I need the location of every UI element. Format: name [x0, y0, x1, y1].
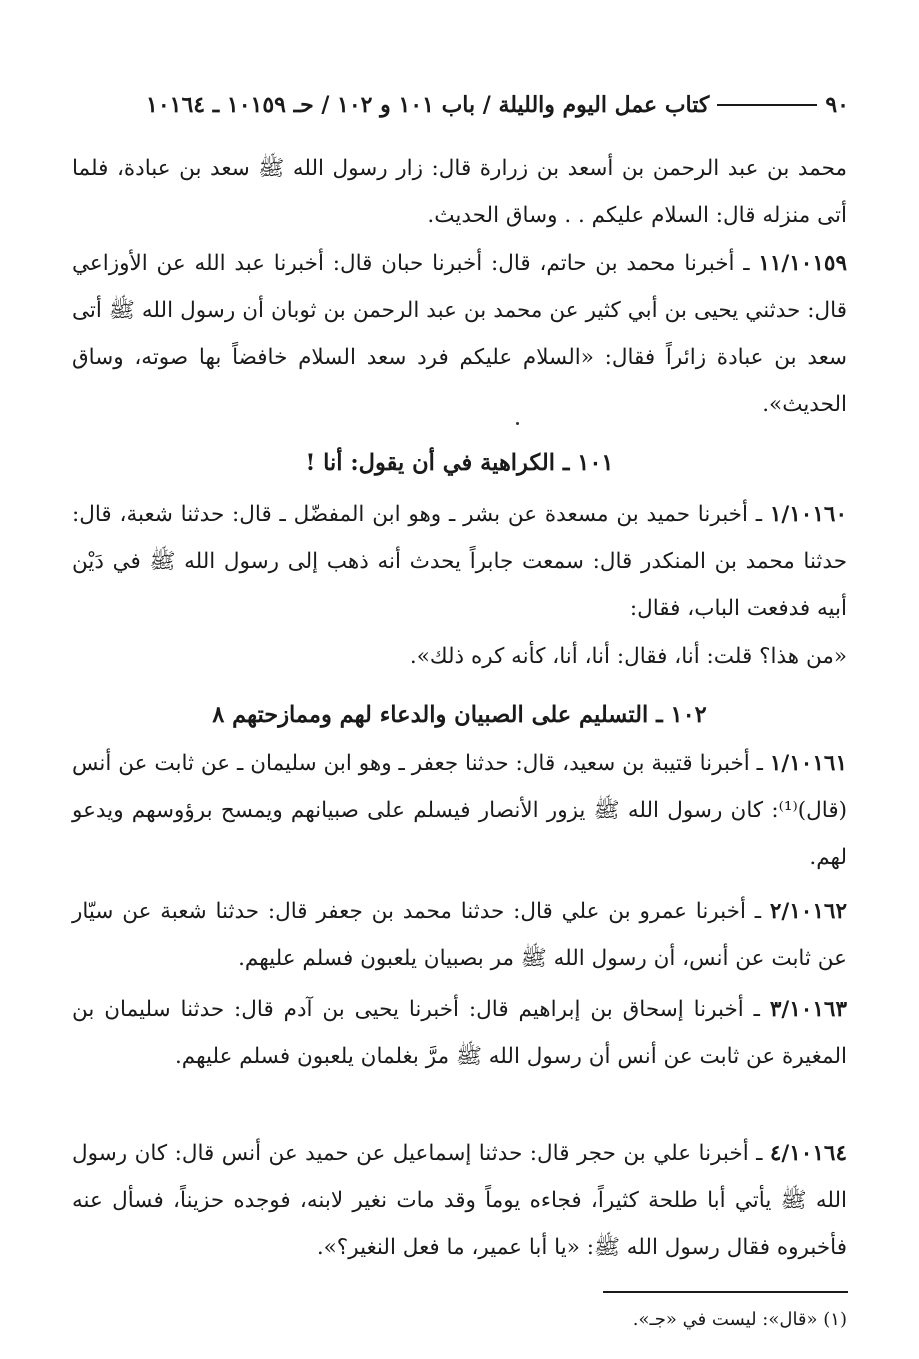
hadith-number: ٣/١٠١٦٣	[769, 997, 847, 1022]
hadith-text: ـ أخبرنا حميد بن مسعدة عن بشر ـ وهو ابن المفضّل ـ قال: حدثنا شعبة، قال: حدثنا محمد بن المنكدر قال: سمعت جابراً يحدث أنه ذهب إلى رسول الله ﷺ في دَيْن أبيه فدفعت الباب، فقال:	[72, 502, 847, 621]
hadith-10159	[72, 240, 847, 428]
hadith-10161	[72, 740, 847, 881]
paragraph-text: محمد بن عبد الرحمن بن أسعد بن زرارة قال: زار رسول الله ﷺ سعد بن عبادة، فلما أتى منزله قال: السلام عليكم . . وساق الحديث.	[72, 156, 847, 228]
stray-mark	[516, 422, 519, 425]
hadith-number: ١١/١٠١٥٩	[758, 251, 847, 276]
hadith-quote	[72, 633, 847, 680]
chapter-heading-102: ١٠٢ ـ التسليم على الصبيان والدعاء لهم وممازحتهم ٨	[212, 702, 707, 728]
quote-text: «من هذا؟ قلت: أنا، فقال: أنا، أنا، كأنه كره ذلك».	[409, 644, 847, 669]
hadith-10164	[72, 1130, 847, 1271]
hadith-10162	[72, 888, 847, 982]
header-rule	[717, 104, 817, 106]
footnote-separator	[603, 1291, 848, 1293]
hadith-text: ـ أخبرنا إسحاق بن إبراهيم قال: أخبرنا يحيى بن آدم قال: حدثنا سليمان بن المغيرة عن ثابت عن أنس أن رسول الله ﷺ مرَّ بغلمان يلعبون فسلم عليهم.	[72, 997, 847, 1069]
hadith-number: ١/١٠١٦١	[769, 751, 847, 776]
chapter-heading-101: ١٠١ ـ الكراهية في أن يقول: أنا !	[305, 450, 614, 476]
footnote: (١) «قال»: ليست في «جـ».	[632, 1309, 847, 1330]
hadith-number: ٢/١٠١٦٢	[769, 899, 847, 924]
page-number: ٩٠	[825, 92, 849, 118]
hadith-text: ـ أخبرنا علي بن حجر قال: حدثنا إسماعيل عن حميد عن أنس قال: كان رسول الله ﷺ يأتي أبا طلحة كثيراً، فجاءه يوماً وقد مات نغير لابنه، فوجده حزيناً، فسأل عنه فأخبروه فقال رسول الله ﷺ: «يا أبا عمير، ما فعل النغير؟».	[72, 1141, 847, 1260]
header-title: كتاب عمل اليوم والليلة / باب ١٠١ و ١٠٢ / حـ ١٠١٥٩ ـ ١٠١٦٤	[146, 92, 710, 118]
hadith-10163	[72, 986, 847, 1080]
paragraph-continuation	[72, 145, 847, 239]
hadith-number: ٤/١٠١٦٤	[769, 1141, 847, 1166]
running-header	[70, 88, 849, 122]
hadith-text: ـ أخبرنا قتيبة بن سعيد، قال: حدثنا جعفر ـ وهو ابن سليمان ـ عن ثابت عن أنس (قال)⁽¹⁾: كان رسول الله ﷺ يزور الأنصار فيسلم على صبيانهم ويمسح برؤوسهم ويدعو لهم.	[72, 751, 847, 870]
hadith-number: ١/١٠١٦٠	[769, 502, 847, 527]
hadith-text: ـ أخبرنا محمد بن حاتم، قال: أخبرنا حبان قال: أخبرنا عبد الله عن الأوزاعي قال: حدثني يحيى بن أبي كثير عن محمد بن عبد الرحمن بن ثوبان أن رسول الله ﷺ أتى سعد بن عبادة زائراً فقال: «السلام عليكم فرد سعد السلام خافضاً بها صوته، وساق الحديث».	[72, 251, 847, 417]
hadith-text: ـ أخبرنا عمرو بن علي قال: حدثنا محمد بن جعفر قال: حدثنا شعبة عن سيّار عن ثابت عن أنس، أن رسول الله ﷺ مر بصبيان يلعبون فسلم عليهم.	[72, 899, 847, 971]
hadith-10160	[72, 491, 847, 632]
